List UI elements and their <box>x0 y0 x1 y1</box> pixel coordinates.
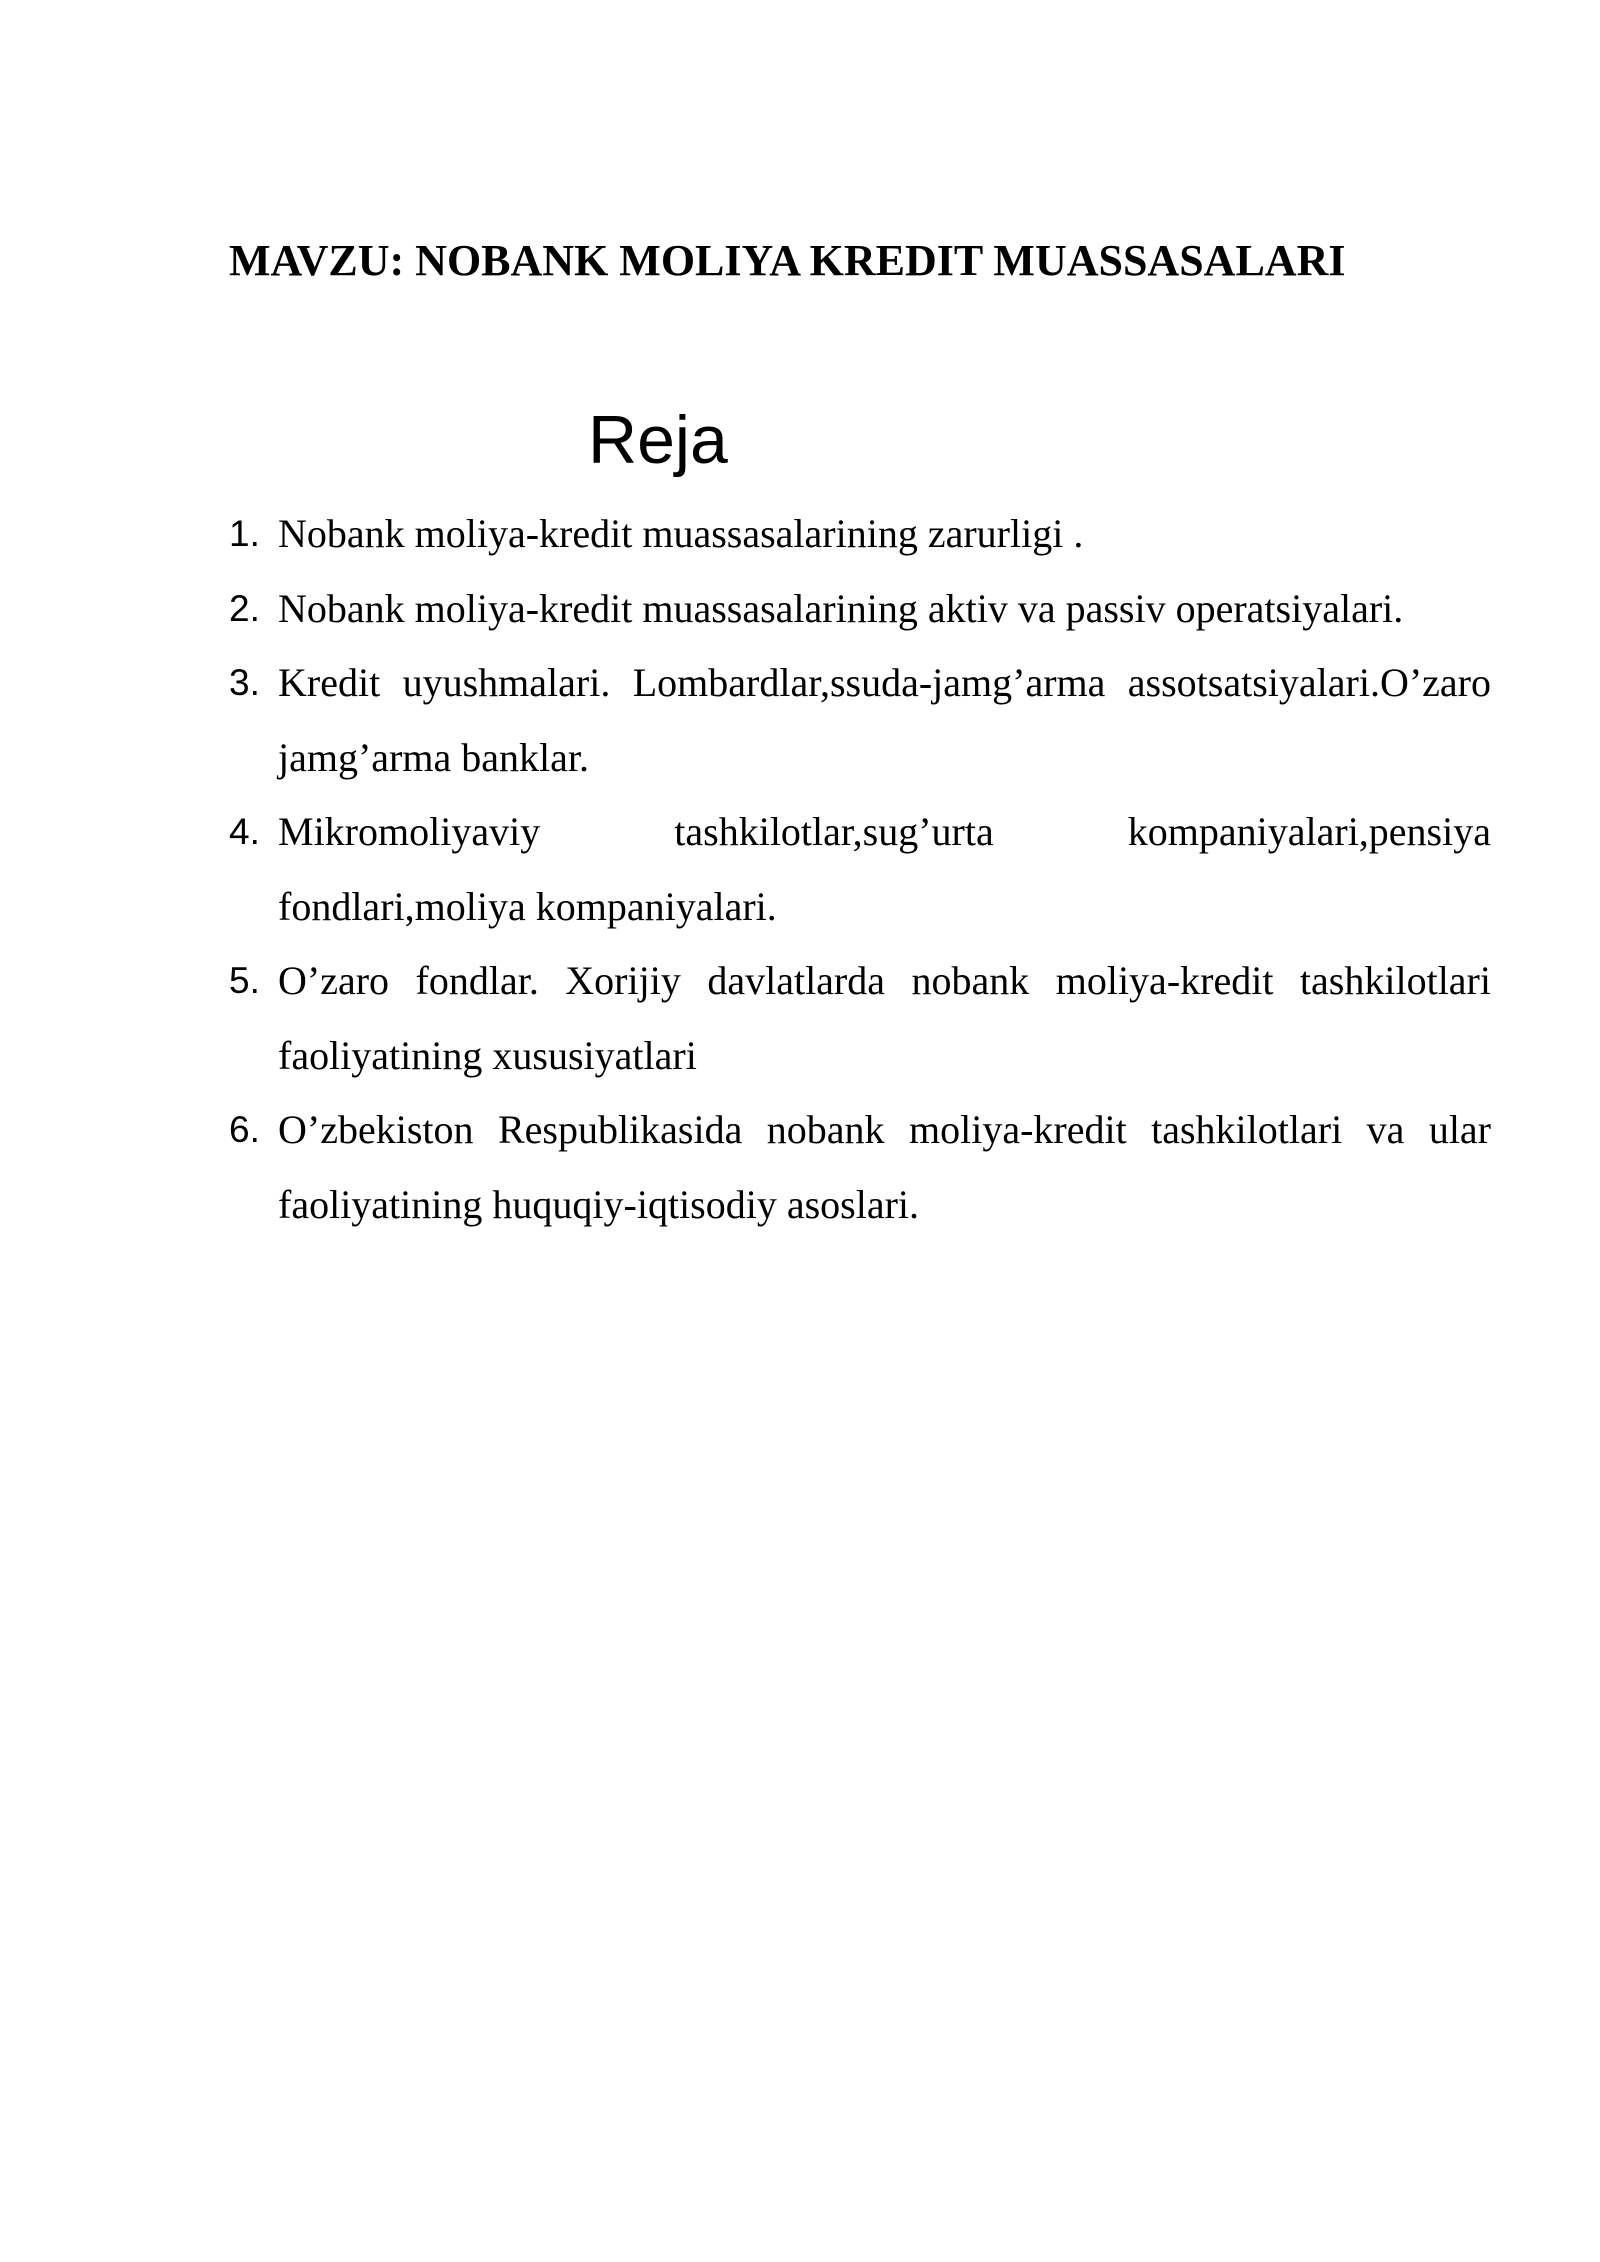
plan-item-number: 3. <box>229 662 260 703</box>
plan-item-number: 4. <box>229 811 260 852</box>
plan-item-text: Nobank moliya-kredit muassasalarining aktiv va passiv operatsiyalari. <box>278 585 1404 631</box>
plan-list <box>229 497 1491 1242</box>
plan-item-number: 2. <box>229 587 260 629</box>
plan-item-number: 6. <box>229 1109 260 1150</box>
plan-item <box>229 1093 1491 1242</box>
page-title: MAVZU: NOBANK MOLIYA KREDIT MUASSASALARI <box>229 236 1346 285</box>
plan-item-text: Mikromoliyaviy tashkilotlar,sug’urta kompaniyalari,pensiya fondlari,moliya kompaniyalari. <box>278 809 1491 929</box>
plan-item-text: O’zbekiston Respublikasida nobank moliya-kredit tashkilotlari va ular faoliyatining huquqiy-iqtisodiy asoslari. <box>278 1107 1491 1227</box>
plan-item-text: O’zaro fondlar. Xorijiy davlatlarda nobank moliya-kredit tashkilotlari faoliyatining xususiyatlari <box>278 958 1491 1078</box>
plan-item-number: 5. <box>229 960 260 1001</box>
plan-item-number: 1. <box>229 513 260 554</box>
plan-item <box>229 497 1491 572</box>
plan-item <box>229 646 1491 795</box>
plan-heading: Reja <box>588 402 728 478</box>
plan-item <box>229 944 1491 1093</box>
plan-item-text: Kredit uyushmalari. Lombardlar,ssuda-jamg’arma assotsatsiyalari.O’zaro jamg’arma banklar. <box>278 660 1491 780</box>
plan-item <box>229 572 1491 647</box>
plan-item <box>229 795 1491 944</box>
plan-item-text: Nobank moliya-kredit muassasalarining zarurligi . <box>278 511 1084 556</box>
